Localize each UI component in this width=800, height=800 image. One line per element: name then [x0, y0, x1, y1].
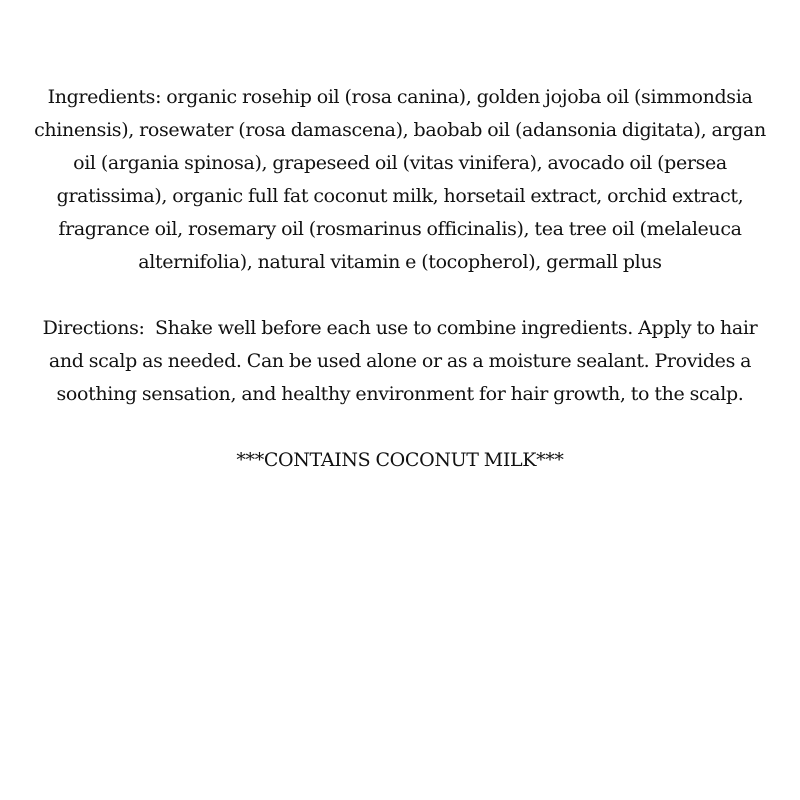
ingredients-paragraph: [5, 81, 795, 279]
directions-paragraph: [10, 312, 790, 411]
ingredients-line: oil (argania spinosa), grapeseed oil (vitas vinifera), avocado oil (persea: [73, 152, 727, 174]
allergen-warning: ***CONTAINS COCONUT MILK***: [236, 449, 564, 471]
directions-line: and scalp as needed. Can be used alone or as a moisture sealant. Provides a: [48, 350, 752, 372]
directions-line: Directions: Shake well before each use to combine ingredients. Apply to hair: [42, 317, 758, 339]
ingredients-line: alternifolia), natural vitamin e (tocopherol), germall plus: [138, 251, 662, 273]
directions-line: soothing sensation, and healthy environment for hair growth, to the scalp.: [56, 383, 744, 405]
ingredients-line: chinensis), rosewater (rosa damascena), baobab oil (adansonia digitata), argan: [34, 119, 766, 141]
ingredients-line: gratissima), organic full fat coconut milk, horsetail extract, orchid extract,: [56, 185, 744, 207]
ingredients-line: fragrance oil, rosemary oil (rosmarinus officinalis), tea tree oil (melaleuca: [58, 218, 742, 240]
ingredients-line: Ingredients: organic rosehip oil (rosa canina), golden jojoba oil (simmondsia: [47, 86, 753, 108]
